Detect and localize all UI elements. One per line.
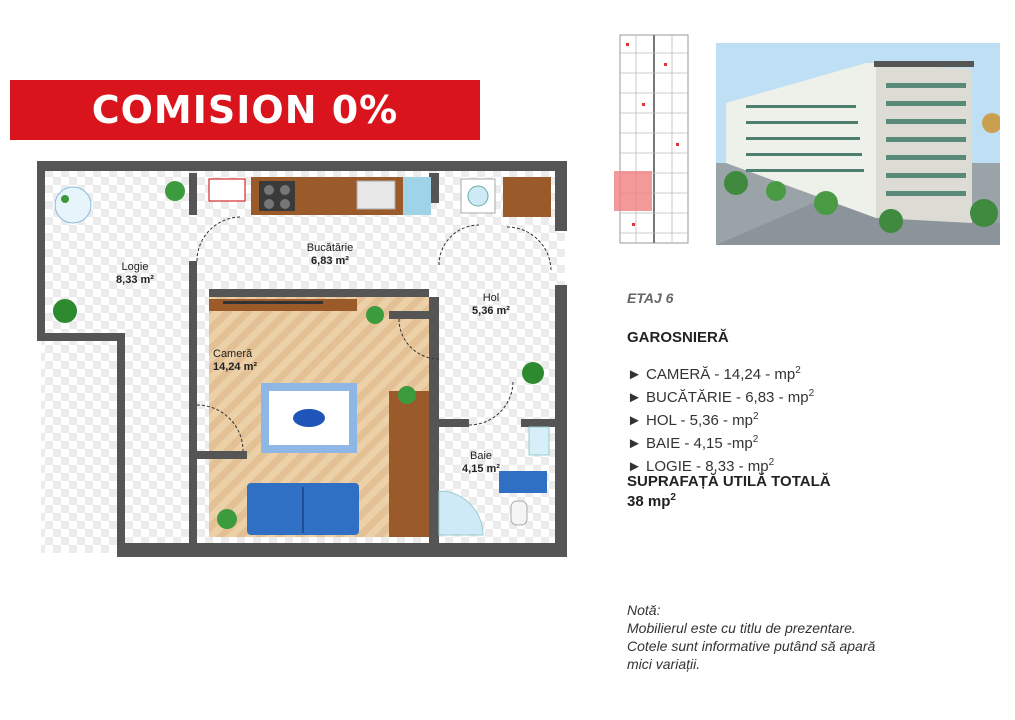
note-line: Cotele sunt informative putând să apară [627,638,876,654]
floor-layout-thumbnail [612,33,695,245]
superscript: 2 [768,457,775,468]
room-area: 6,83 m² [311,255,349,267]
total-area-number: 38 mp [627,493,671,510]
room-name: Hol [482,292,500,304]
note-line: Mobilierul este cu titlu de prezentare. [627,620,856,636]
list-item-text: BUCĂTĂRIE - 6,83 - mp [646,389,809,406]
superscript: 2 [808,388,815,399]
room-area-list [627,361,814,476]
room-label-bucatarie [295,242,365,268]
room-area: 4,15 m² [462,463,500,475]
bullet-icon: ► [627,389,642,406]
floor-plan-drawing [37,161,567,557]
total-area-label: SUPRAFAȚĂ UTILĂ TOTALĂ [627,473,831,490]
list-item-text: CAMERĂ - 14,24 - mp [646,366,796,383]
superscript: 2 [795,365,801,376]
bullet-icon: ► [627,412,642,429]
bullet-icon: ► [627,435,642,452]
bullet-icon: ► [627,366,642,383]
list-item-text: LOGIE - 8,33 - mp [646,458,769,475]
superscript: 2 [752,434,759,445]
list-item-text: HOL - 5,36 - mp [646,412,754,429]
room-area: 5,36 m² [472,305,510,317]
superscript: 2 [670,492,676,503]
note [627,601,957,673]
total-area-value [627,492,676,510]
list-item [627,361,814,384]
bullet-icon: ► [627,458,642,475]
room-name: Bucătărie [306,242,354,254]
room-label-logie [105,261,165,287]
room-name: Cameră [213,348,253,360]
commission-banner [10,80,480,140]
list-item [627,384,814,407]
building-render [716,43,1000,245]
commission-text: COMISION 0% [91,88,399,132]
list-item [627,430,814,453]
room-area: 8,33 m² [116,274,154,286]
room-label-camera [213,348,273,374]
room-label-hol [463,292,519,318]
floor-plan [37,161,567,557]
list-item-text: BAIE - 4,15 -mp [646,435,753,452]
list-item [627,407,814,430]
note-title: Notă: [627,602,661,618]
apartment-type: GAROSNIERĂ [627,329,729,346]
note-line: mici variații. [627,656,701,672]
room-name: Baie [469,450,493,462]
room-area: 14,24 m² [213,361,258,373]
superscript: 2 [753,411,759,422]
room-name: Logie [121,261,149,273]
floor-layout-drawing [612,33,695,245]
floor-number: ETAJ 6 [627,290,674,306]
room-label-baie [453,450,509,476]
building-render-image [716,43,1000,245]
